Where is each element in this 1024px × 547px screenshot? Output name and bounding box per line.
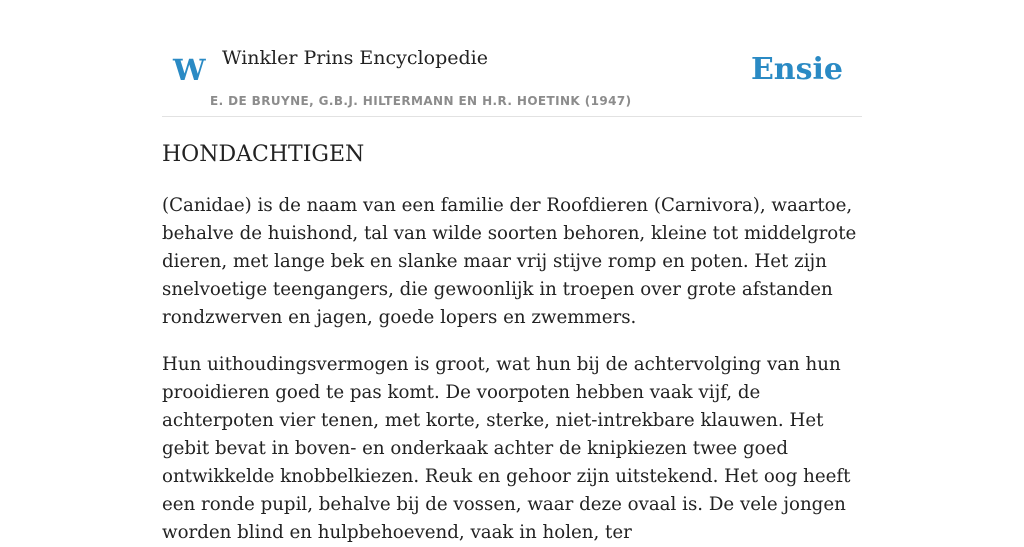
source-authors: E. DE BRUYNE, G.B.J. HILTERMANN EN H.R. HOETINK (1947) xyxy=(210,94,632,108)
source-header xyxy=(162,0,862,117)
article-title: HONDACHTIGEN xyxy=(162,142,365,167)
article-paragraph-1: (Canidae) is de naam van een familie der Roofdieren (Carnivora), waartoe, behalve de huishond, tal van wilde soorten behoren, kleine tot middelgrote dieren, met lange bek en slanke maar vrij stijve romp en poten. Het zijn snelvoetige teengangers, die gewoonlijk in troepen over grote afstanden rondzwerven en jagen, goede lopers en zwemmers. xyxy=(162,195,857,328)
article-content xyxy=(162,140,862,547)
source-logo-link[interactable]: W xyxy=(173,53,206,87)
article-paragraph-2: Hun uithoudingsvermogen is groot, wat hun bij de achtervolging van hun prooidieren goed te pas komt. De voorpoten hebben vaak vijf, de achterpoten vier tenen, met korte, sterke, niet-intrekbare klauwen. Het gebit bevat in boven- en onderkaak achter de knipkiezen twee goed ontwikkelde knobbelkiezen. Reuk en gehoor zijn uitstekend. Het oog heeft een ronde pupil, behalve bij de vossen, waar deze ovaal is. De vele jongen worden blind en hulpbehoevend, vaak in holen, ter xyxy=(162,354,851,543)
brand-logo-link[interactable]: Ensie xyxy=(750,52,843,87)
source-title: Winkler Prins Encyclopedie xyxy=(222,47,488,69)
